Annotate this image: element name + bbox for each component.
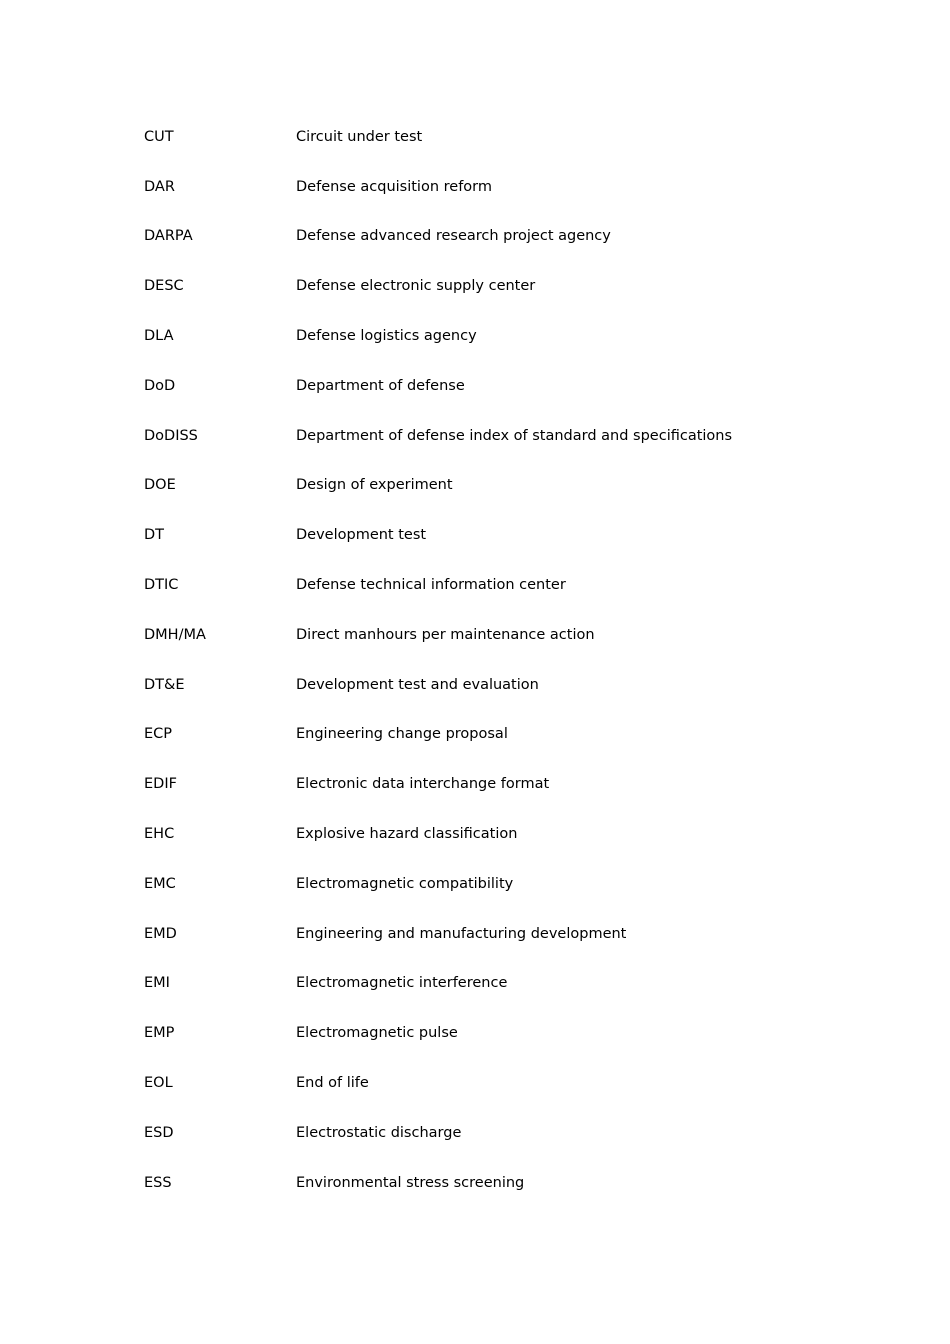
abbreviation: EMC bbox=[144, 875, 176, 892]
definition: Electromagnetic interference bbox=[296, 975, 508, 992]
list-item bbox=[144, 1058, 844, 1108]
abbreviation: EDIF bbox=[144, 776, 177, 793]
definition: Engineering change proposal bbox=[296, 726, 508, 743]
abbreviation: DMH/MA bbox=[144, 626, 206, 643]
abbreviation: EOL bbox=[144, 1075, 173, 1092]
definition: Engineering and manufacturing development bbox=[296, 925, 627, 942]
list-item bbox=[144, 510, 844, 560]
definition: Department of defense index of standard and specifications bbox=[296, 427, 733, 444]
definition: Defense acquisition reform bbox=[296, 178, 493, 195]
list-item bbox=[144, 1158, 844, 1208]
list-item bbox=[144, 809, 844, 859]
definition: Electromagnetic compatibility bbox=[296, 875, 514, 892]
list-item bbox=[144, 162, 844, 212]
abbreviation: EMI bbox=[144, 975, 170, 992]
list-item bbox=[144, 311, 844, 361]
definition: Development test and evaluation bbox=[296, 676, 539, 693]
definition: End of life bbox=[296, 1075, 369, 1092]
definition: Direct manhours per maintenance action bbox=[296, 626, 595, 643]
abbreviation-list bbox=[144, 112, 844, 1208]
definition: Department of defense bbox=[296, 377, 465, 394]
abbreviation: DT bbox=[144, 527, 165, 544]
abbreviation: DOE bbox=[144, 477, 176, 494]
list-item bbox=[144, 759, 844, 809]
list-item bbox=[144, 710, 844, 760]
abbreviation: DAR bbox=[144, 178, 175, 195]
list-item bbox=[144, 461, 844, 511]
definition: Electromagnetic pulse bbox=[296, 1025, 458, 1042]
abbreviation: DLA bbox=[144, 328, 174, 345]
definition: Defense logistics agency bbox=[296, 328, 477, 345]
abbreviation: DoD bbox=[144, 377, 176, 394]
list-item bbox=[144, 361, 844, 411]
abbreviation: EHC bbox=[144, 826, 175, 843]
abbreviation: ESD bbox=[144, 1124, 174, 1141]
abbreviation: ESS bbox=[144, 1174, 172, 1191]
list-item bbox=[144, 261, 844, 311]
definition: Defense technical information center bbox=[296, 577, 566, 594]
list-item bbox=[144, 610, 844, 660]
list-item bbox=[144, 909, 844, 959]
abbreviation: EMD bbox=[144, 925, 177, 942]
definition: Electronic data interchange format bbox=[296, 776, 550, 793]
abbreviation: CUT bbox=[144, 128, 174, 145]
definition: Circuit under test bbox=[296, 128, 423, 145]
definition: Electrostatic discharge bbox=[296, 1124, 462, 1141]
abbreviation: DTIC bbox=[144, 577, 179, 594]
list-item bbox=[144, 212, 844, 262]
list-item bbox=[144, 1108, 844, 1158]
abbreviation: ECP bbox=[144, 726, 173, 743]
list-item bbox=[144, 1008, 844, 1058]
list-item bbox=[144, 112, 844, 162]
list-item bbox=[144, 560, 844, 610]
definition: Development test bbox=[296, 527, 427, 544]
abbreviation: DESC bbox=[144, 278, 184, 295]
abbreviation: DoDISS bbox=[144, 427, 198, 444]
definition: Environmental stress screening bbox=[296, 1174, 525, 1191]
definition: Defense advanced research project agency bbox=[296, 228, 611, 245]
abbreviation: DT&E bbox=[144, 676, 185, 693]
list-item bbox=[144, 411, 844, 461]
list-item bbox=[144, 959, 844, 1009]
abbreviation: DARPA bbox=[144, 228, 193, 245]
list-item bbox=[144, 859, 844, 909]
definition: Explosive hazard classification bbox=[296, 826, 518, 843]
abbreviation: EMP bbox=[144, 1025, 175, 1042]
list-item bbox=[144, 660, 844, 710]
definition: Design of experiment bbox=[296, 477, 453, 494]
definition: Defense electronic supply center bbox=[296, 278, 536, 295]
